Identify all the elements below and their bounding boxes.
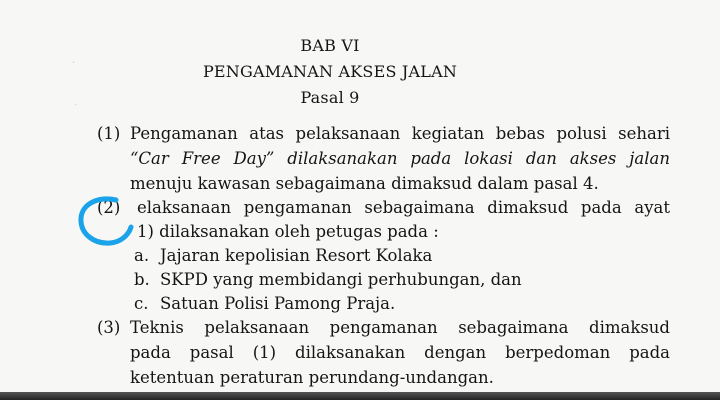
photo-edge — [0, 392, 720, 400]
chapter-subtitle: PENGAMANAN AKSES JALAN — [202, 62, 458, 81]
item-1-number: (1) — [97, 124, 121, 143]
item-3-number: (3) — [97, 318, 121, 337]
item-1-line-2 — [130, 149, 670, 168]
subitem-c-text: Satuan Polisi Pamong Praja. — [160, 294, 396, 313]
subitem-a-letter: a. — [134, 246, 150, 265]
scan-artifact: · — [74, 100, 78, 111]
item-3-line-2: pada pasal (1) dilaksanakan dengan berpedoman pada — [130, 343, 670, 362]
scan-artifact: · — [72, 58, 76, 69]
chapter-title: BAB VI — [300, 36, 360, 55]
item-2-line-1: elaksanaan pengamanan sebagaimana dimaksud pada ayat — [137, 198, 670, 217]
subitem-b-letter: b. — [134, 270, 150, 289]
subitem-b-text: SKPD yang membidangi perhubungan, dan — [160, 270, 522, 289]
item-3-line-3: ketentuan peraturan perundang-undangan. — [130, 368, 494, 387]
item-1-line-2-text: “Car Free Day” dilaksanakan pada lokasi dan akses jalan — [130, 149, 670, 168]
item-1-line-3: menuju kawasan sebagaimana dimaksud dalam pasal 4. — [130, 174, 599, 193]
item-2-number: (2) — [97, 198, 121, 217]
item-1-line-1: Pengamanan atas pelaksanaan kegiatan bebas polusi sehari — [130, 124, 670, 143]
item-2-line-2: 1) dilaksanakan oleh petugas pada : — [137, 222, 439, 241]
item-3-line-1: Teknis pelaksanaan pengamanan sebagaimana dimaksud — [130, 318, 670, 337]
subitem-a-text: Jajaran kepolisian Resort Kolaka — [160, 246, 433, 265]
subitem-c-letter: c. — [134, 294, 149, 313]
article-title: Pasal 9 — [300, 88, 360, 107]
